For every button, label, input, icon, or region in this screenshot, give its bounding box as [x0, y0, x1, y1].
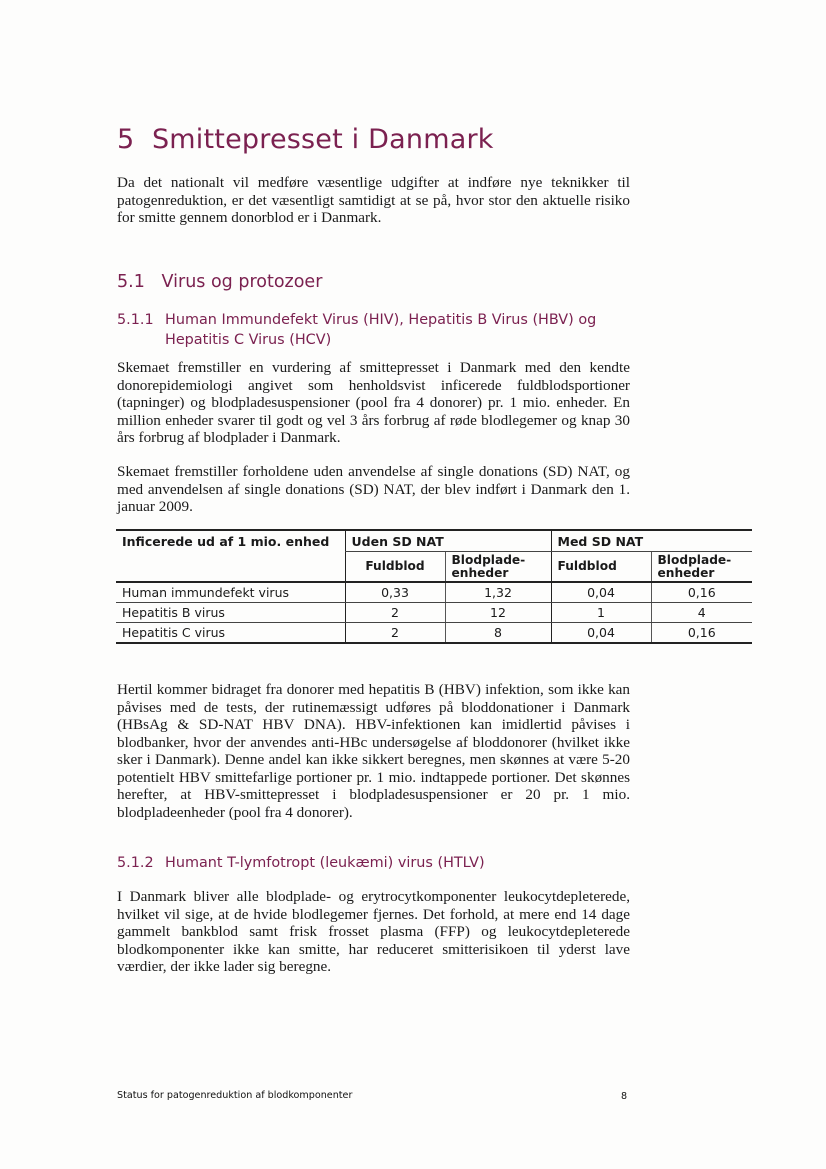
table-subheader-row — [116, 552, 752, 583]
cell-uden-fuldblod: 2 — [345, 603, 445, 623]
table-row — [116, 623, 752, 644]
section-5-1-1-title: Human Immundefekt Virus (HIV), Hepatitis B Virus (HBV) og Hepatitis C Virus (HCV) — [165, 312, 597, 348]
cell-uden-blodplade: 1,32 — [445, 582, 551, 603]
cell-med-fuldblod: 1 — [551, 603, 651, 623]
section-5-1-2-paragraph: I Danmark bliver alle blodplade- og erytrocytkomponenter leukocytdepleterede, hvilket vil sige, at de hvide blodlegemer fjernes. Det forhold, at mere end 14 dage gammelt bankblod samt frisk frosset plasma (FFP) og leukocytdepleterede blodkomponenter ikke kan smitte, har reduceret smitterisikoen til yderst lave værdier, der ikke lader sig beregne. — [117, 888, 630, 975]
table-subheader-med-blodplade: Blodplade- enheder — [651, 552, 752, 583]
table-row — [116, 603, 752, 623]
table-subheader-med-fuldblod: Fuldblod — [551, 552, 651, 583]
table-group-med-sd-nat: Med SD NAT — [551, 530, 752, 552]
footer-document-title: Status for patogenreduktion af blodkomponenter — [117, 1090, 353, 1101]
section-5-1-1-paragraph-1: Skemaet fremstiller en vurdering af smittepresset i Danmark med den kendte donorepidemiologi angivet som henholdsvist inficerede fuldblodsportioner (tapninger) og blodpladesuspensioner (pool fra 4 donorer) pr. 1 mio. enheder. En million enheder svarer til godt og vel 3 års forbrug af røde blodlegemer og knap 30 års forbrug af blodplader i Danmark. — [117, 359, 630, 446]
cell-med-fuldblod: 0,04 — [551, 623, 651, 644]
chapter-heading — [117, 124, 494, 155]
cell-uden-fuldblod: 2 — [345, 623, 445, 644]
table-subheader-empty — [116, 552, 345, 583]
chapter-number: 5 — [117, 124, 135, 155]
table-subheader-uden-fuldblod: Fuldblod — [345, 552, 445, 583]
footer-page-number: 8 — [621, 1091, 628, 1102]
section-5-1-number: 5.1 — [117, 272, 145, 292]
chapter-title: Smittepresset i Danmark — [151, 124, 494, 155]
section-5-1-1-heading — [117, 310, 637, 352]
section-5-1-2-number: 5.1.2 — [117, 855, 154, 871]
table-row — [116, 582, 752, 603]
cell-med-blodplade: 0,16 — [651, 623, 752, 644]
row-label: Hepatitis B virus — [116, 603, 345, 623]
row-label: Human immundefekt virus — [116, 582, 345, 603]
cell-uden-blodplade: 12 — [445, 603, 551, 623]
row-label: Hepatitis C virus — [116, 623, 345, 644]
table-subheader-uden-blodplade: Blodplade- enheder — [445, 552, 551, 583]
cell-med-blodplade: 0,16 — [651, 582, 752, 603]
chapter-intro-paragraph: Da det nationalt vil medføre væsentlige udgifter at indføre nye teknikker til patogenreduktion, er det væsentligt samtidigt at se på, hvor stor den aktuelle risiko for smitte gennem donorblod er i Danmark. — [117, 174, 630, 226]
section-5-1-2-heading — [117, 853, 637, 875]
cell-med-fuldblod: 0,04 — [551, 582, 651, 603]
table-header-row — [116, 530, 752, 552]
table-group-uden-sd-nat: Uden SD NAT — [345, 530, 551, 552]
section-5-1-title: Virus og protozoer — [161, 272, 323, 292]
table-header-label: Inficerede ud af 1 mio. enhed — [116, 530, 345, 552]
section-5-1-heading — [117, 272, 322, 292]
section-5-1-1-paragraph-3: Hertil kommer bidraget fra donorer med hepatitis B (HBV) infektion, som ikke kan påvises med de tests, der rutinemæssigt udføres på bloddonationer i Danmark (HBsAg & SD-NAT HBV DNA). HBV-infektionen kan imidlertid påvises i blodbanker, hvor der anvendes anti-HBc undersøgelse af bloddonorer (hvilket ikke sker i Danmark). Denne andel kan ikke sikkert beregnes, men skønnes at være 5-20 potentielt HBV smittefarlige portioner pr. 1 mio. indtappede portioner. Det skønnes herefter, at HBV-smittepresset i blodpladesuspensioner er 20 pr. 1 mio. blodpladeenheder (pool fra 4 donorer). — [117, 681, 630, 821]
section-5-1-2-title: Humant T-lymfotropt (leukæmi) virus (HTLV) — [165, 855, 485, 871]
section-5-1-1-paragraph-2: Skemaet fremstiller forholdene uden anvendelse af single donations (SD) NAT, og med anvendelsen af single donations (SD) NAT, der blev indført i Danmark den 1. januar 2009. — [117, 463, 630, 515]
cell-med-blodplade: 4 — [651, 603, 752, 623]
section-5-1-1-number: 5.1.1 — [117, 312, 154, 328]
cell-uden-fuldblod: 0,33 — [345, 582, 445, 603]
infection-risk-table — [116, 529, 752, 644]
cell-uden-blodplade: 8 — [445, 623, 551, 644]
